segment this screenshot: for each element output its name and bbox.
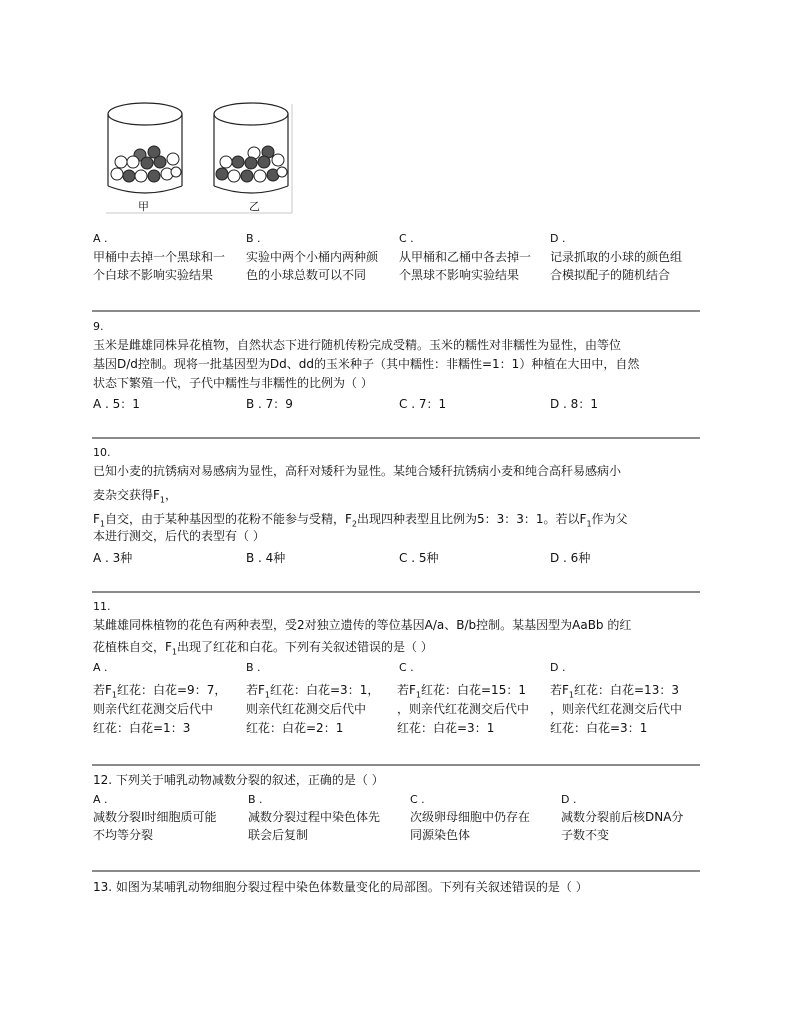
q10-stem3-b: 自交，由于某种基因型的花粉不能参与受精，F: [105, 512, 352, 526]
q12-option-c-line1: 次级卵母细胞中仍存在: [410, 810, 531, 824]
q11-option-a-letter: A .: [93, 661, 108, 674]
q11-option-b-line3: 红花：白花=2：1: [246, 721, 344, 735]
q8-option-d-line1: 记录抓取的小球的颜色组: [550, 250, 683, 264]
q9-option-a: A . 5：1: [93, 397, 140, 411]
q11-option-d-line3: 红花：白花=3：1: [550, 721, 648, 735]
q12-option-d-letter: D .: [561, 793, 577, 806]
q10-stem3-sub1: 1: [99, 519, 105, 529]
q8-option-d-line2: 合模拟配子的随机结合: [550, 268, 671, 282]
q8-option-d-letter: D .: [550, 232, 566, 245]
q12-option-d-line1: 减数分裂前后核DNA分: [561, 810, 684, 824]
q10-stem3-sub3: 1: [586, 519, 592, 529]
q8-option-c-line2: 个黑球不影响实验结果: [399, 268, 520, 282]
q10-stem-line2-sub: 1: [159, 495, 165, 505]
q12-stem: 12. 下列关于哺乳动物减数分裂的叙述，正确的是（ ）: [93, 773, 384, 787]
q11-number: 11.: [93, 600, 111, 613]
label-jia: 甲: [138, 200, 149, 213]
q10-stem-line2: [93, 486, 177, 509]
q11-option-d-line2: ，则亲代红花测交后代中: [550, 702, 683, 716]
q12-option-c-line2: 同源染色体: [410, 828, 471, 842]
q11-b-l1-sub: 1: [264, 690, 270, 700]
q11-option-c-letter: C .: [399, 661, 414, 674]
q8-option-b-line2: 色的小球总数可以不同: [246, 268, 367, 282]
q11-c-l1-post: 红花：白花=15：1: [421, 683, 526, 697]
bucket-jia: [108, 103, 182, 193]
q11-d-l1-post: 红花：白花=13：3: [574, 683, 679, 697]
q9-stem-line2: 基因D/d控制。现将一批基因型为Dd、dd的玉米种子（其中糯性：非糯性=1：1）种植在大田中，自然: [93, 357, 640, 371]
q9-stem-line3: 状态下繁殖一代，子代中糯性与非糯性的比例为（ ）: [93, 376, 373, 390]
q8-option-b-line1: 实验中两个小桶内两种颜: [246, 250, 379, 264]
q11-stem2-pre: 花植株自交，F: [93, 640, 172, 654]
q8-option-a-line1: 甲桶中去掉一个黑球和一: [93, 250, 226, 264]
q10-option-a: A . 3种: [93, 551, 133, 565]
q10-stem-line2-post: ，: [165, 488, 178, 502]
q11-c-l1-pre: 若F: [397, 683, 416, 697]
q12-option-b-line2: 联会后复制: [248, 828, 309, 842]
q11-option-c-line3: 红花：白花=3：1: [397, 721, 495, 735]
q12-option-a-line1: 减数分裂I时细胞质可能: [93, 810, 217, 824]
q11-stem-line1: 某雌雄同株植物的花色有两种表型，受2对独立遗传的等位基因A/a、B/b控制。某基因型为AaBb 的红: [93, 618, 632, 632]
q12-option-a-line2: 不均等分裂: [93, 828, 154, 842]
divider-q8: [92, 310, 700, 312]
q11-option-d-letter: D .: [550, 661, 566, 674]
q8-option-a-letter: A .: [93, 232, 108, 245]
q10-stem3-d: 作为父: [591, 512, 628, 526]
q12-option-d-line2: 子数不变: [561, 828, 610, 842]
q10-option-c: C . 5种: [399, 551, 439, 565]
q10-stem-line1: 已知小麦的抗锈病对易感病为显性，高秆对矮秆为显性。某纯合矮秆抗锈病小麦和纯合高秆易感病小: [93, 464, 622, 478]
bucket-yi: [214, 103, 288, 193]
q10-number: 10.: [93, 446, 111, 459]
q11-option-a-line3: 红花：白花=1：3: [93, 721, 191, 735]
q8-option-c-letter: C .: [399, 232, 414, 245]
divider-q9: [92, 437, 700, 439]
q11-option-c-line2: ，则亲代红花测交后代中: [397, 702, 530, 716]
q9-option-d: D . 8：1: [550, 397, 598, 411]
q11-a-l1-pre: 若F: [93, 683, 112, 697]
q11-b-l1-post: 红花：白花=3：1，: [270, 683, 380, 697]
q9-stem-line1: 玉米是雌雄同株异花植物，自然状态下进行随机传粉完成受精。玉米的糯性对非糯性为显性，由等位: [93, 338, 622, 352]
q11-stem-line2: [93, 638, 433, 661]
q12-option-b-line1: 减数分裂过程中染色体先: [248, 810, 381, 824]
q9-option-c: C . 7：1: [399, 397, 447, 411]
q10-stem3-c: 出现四种表型且比例为5：3：3：1。若以F: [357, 512, 587, 526]
q11-d-l1-sub: 1: [568, 690, 574, 700]
q11-a-l1-post: 红花：白花=9：7，: [117, 683, 227, 697]
q10-stem-line2-pre: 麦杂交获得F: [93, 488, 160, 502]
q10-option-d: D . 6种: [550, 551, 591, 565]
q10-stem3-a: F: [93, 512, 100, 526]
q11-b-l1-pre: 若F: [246, 683, 265, 697]
q11-option-b-line2: 则亲代红花测交后代中: [246, 702, 367, 716]
q9-option-b: B . 7：9: [246, 397, 293, 411]
q12-option-b-letter: B .: [248, 793, 263, 806]
q11-a-l1-sub: 1: [111, 690, 117, 700]
divider-q11: [92, 764, 700, 766]
q8-option-b-letter: B .: [246, 232, 261, 245]
bucket-figure: [96, 96, 296, 218]
divider-q12: [92, 870, 700, 872]
q9-number: 9.: [93, 320, 104, 333]
divider-q10: [92, 591, 700, 593]
q13-stem: 13. 如图为某哺乳动物细胞分裂过程中染色体数量变化的局部图。下列有关叙述错误的是（ ）: [93, 880, 588, 894]
q8-option-c-line1: 从甲桶和乙桶中各去掉一: [399, 250, 532, 264]
q11-c-l1-sub: 1: [415, 690, 421, 700]
q12-option-c-letter: C .: [410, 793, 425, 806]
q12-option-a-letter: A .: [93, 793, 108, 806]
q10-stem3-sub2: 2: [351, 519, 357, 529]
q8-option-a-line2: 个白球不影响实验结果: [93, 268, 214, 282]
q10-stem-line4: 本进行测交，后代的表型有（ ）: [93, 529, 265, 543]
label-yi: 乙: [249, 200, 260, 213]
q11-stem2-sub: 1: [171, 647, 177, 657]
q10-option-b: B . 4种: [246, 551, 286, 565]
q11-d-l1-pre: 若F: [550, 683, 569, 697]
q11-option-a-line2: 则亲代红花测交后代中: [93, 702, 214, 716]
q11-stem2-post: 出现了红花和白花。下列有关叙述错误的是（ ）: [177, 640, 433, 654]
q11-option-b-letter: B .: [246, 661, 261, 674]
